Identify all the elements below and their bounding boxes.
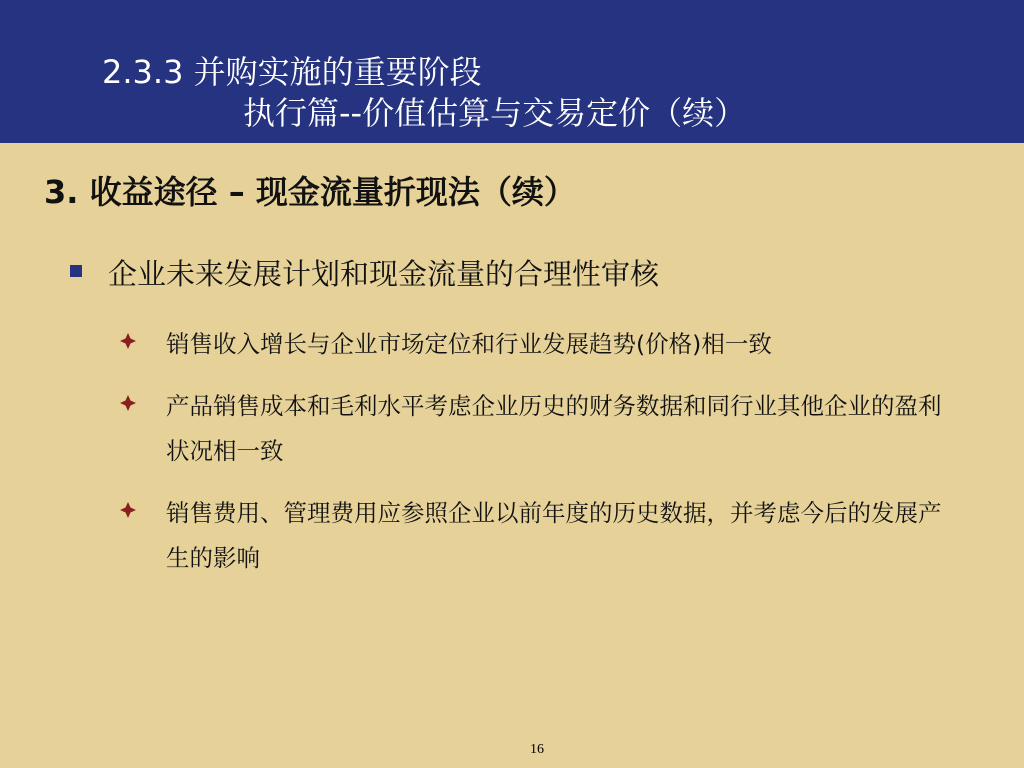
sub-bullet-text: 产品销售成本和毛利水平考虑企业历史的财务数据和同行业其他企业的盈利状况相一致 [166,392,942,465]
slide-title-line-2: 执行篇--价值估算与交易定价（续） [243,94,747,132]
diamond-bullet-icon [120,395,136,411]
bullet-text: 企业未来发展计划和现金流量的合理性审核 [108,257,660,291]
diamond-bullet-icon [120,333,136,349]
sub-bullet-item [120,322,960,367]
sub-bullet-list [120,322,960,598]
sub-bullet-text: 销售费用、管理费用应参照企业以前年度的历史数据，并考虑今后的发展产生的影响 [166,499,942,572]
section-title: 3. 收益途径 – 现金流量折现法（续） [44,173,576,211]
square-bullet-icon [70,265,82,277]
sub-bullet-item [120,491,960,581]
page-number: 16 [530,742,544,757]
sub-bullet-text: 销售收入增长与企业市场定位和行业发展趋势(价格)相一致 [166,330,772,358]
slide-header [0,0,1024,143]
slide-title-line-1: 2.3.3 并购实施的重要阶段 [102,53,482,91]
diamond-bullet-icon [120,502,136,518]
sub-bullet-item [120,384,960,474]
